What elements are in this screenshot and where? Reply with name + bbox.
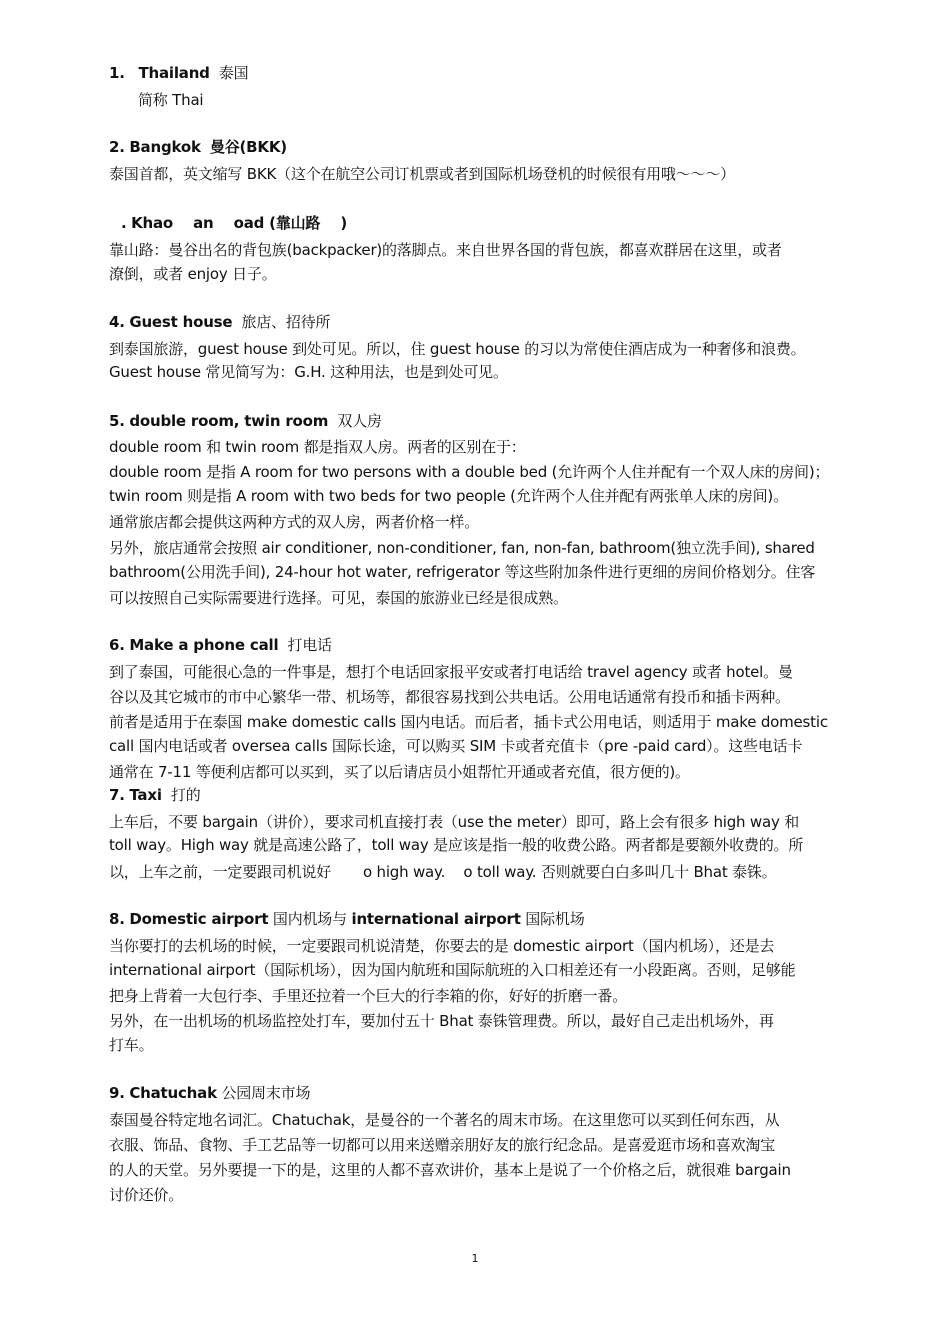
heading-number: 6. <box>109 636 125 654</box>
paragraph-line: 的人的天堂。另外要提一下的是，这里的人都不喜欢讲价，基本上是说了一个价格之后，就很难 bargain <box>109 1161 791 1179</box>
paragraph-line: 通常旅店都会提供这两种方式的双人房，两者价格一样。 <box>109 513 480 531</box>
paragraph-line: 到了泰国，可能很心急的一件事是，想打个电话回家报平安或者打电话给 travel agency 或者 hotel。曼 <box>109 663 793 681</box>
heading-chinese: 旅店、招待所 <box>241 313 331 331</box>
heading-number: 4. <box>109 313 125 331</box>
heading-chinese-mid: 国内机场与 <box>272 910 347 928</box>
heading-number: 1. <box>109 64 125 82</box>
paragraph-line: 潦倒，或者 enjoy 日子。 <box>109 265 277 283</box>
heading-number: 2. <box>109 138 125 156</box>
heading-english: Taxi <box>129 786 162 804</box>
paragraph-line: 上车后，不要 bargain（讲价），要求司机直接打表（use the meter）即可，路上会有很多 high way 和 <box>109 813 800 831</box>
paragraph-line: twin room 则是指 A room with two beds for two people (允许两个人住并配有两张单人床的房间)。 <box>109 487 788 505</box>
paragraph-line: 谷以及其它城市的市中心繁华一带、机场等，都很容易找到公共电话。公用电话通常有投币和插卡两种。 <box>109 688 790 706</box>
heading-english: double room, twin room <box>129 412 329 430</box>
paragraph-line: 泰国首都，英文缩写 BKK（这个在航空公司订机票或者到国际机场登机的时候很有用哦～～～） <box>109 165 735 183</box>
paragraph-line: 另外，旅店通常会按照 air conditioner, non-conditioner, fan, non-fan, bathroom(独立洗手间), shared <box>109 539 815 557</box>
paragraph-line: 打车。 <box>109 1036 154 1054</box>
heading-number: 8. <box>109 910 125 928</box>
section-heading-1 <box>109 63 864 83</box>
paragraph-line: 可以按照自己实际需要进行选择。可见，泰国的旅游业已经是很成熟。 <box>109 589 568 607</box>
paragraph-line: 靠山路：曼谷出名的背包族(backpacker)的落脚点。来自世界各国的背包族，都喜欢群居在这里，或者 <box>109 241 782 259</box>
heading-english: Chatuchak <box>129 1084 217 1102</box>
paragraph-line: 另外，在一出机场的机场监控处打车，要加付五十 Bhat 泰铢管理费。所以，最好自己走出机场外，再 <box>109 1012 774 1030</box>
paragraph-line: Guest house 常见简写为：G.H. 这种用法，也是到处可见。 <box>109 363 508 381</box>
paragraph-line: toll way。High way 就是高速公路了，toll way 是应该是指一般的收费公路。两者都是要额外收费的。所 <box>109 836 804 854</box>
paragraph-line: bathroom(公用洗手间), 24-hour hot water, refrigerator 等这些附加条件进行更细的房间价格划分。住客 <box>109 563 816 581</box>
paragraph-line: 简称 Thai <box>138 91 204 109</box>
paragraph-line: international airport（国际机场），因为国内航班和国际航班的入口相差还有一小段距离。否则，足够能 <box>109 961 796 979</box>
section-heading-3 <box>121 213 864 233</box>
paragraph-line: double room 是指 A room for two persons with a double bed (允许两个人住并配有一个双人床的房间)； <box>109 463 830 481</box>
heading-number: 5. <box>109 412 125 430</box>
heading-chinese: 公园周末市场 <box>221 1084 311 1102</box>
heading-chinese: 靠山路 ) <box>275 214 347 232</box>
section-heading-6 <box>109 635 864 655</box>
section-heading-7 <box>109 785 864 805</box>
heading-english: Bangkok <box>129 138 201 156</box>
paragraph-line: 衣服、饰品、食物、手工艺品等一切都可以用来送赠亲朋好友的旅行纪念品。是喜爱逛市场和喜欢淘宝 <box>109 1136 776 1154</box>
heading-number: 7. <box>109 786 125 804</box>
heading-english: Thailand <box>138 64 210 82</box>
section-heading-4 <box>109 312 864 332</box>
paragraph-line: 以，上车之前，一定要跟司机说好 o high way. o toll way. 否则就要白白多叫几十 Bhat 泰铢。 <box>109 863 777 881</box>
heading-english: Make a phone call <box>129 636 279 654</box>
paragraph-line: 当你要打的去机场的时候，一定要跟司机说清楚，你要去的是 domestic airport（国内机场），还是去 <box>109 937 775 955</box>
heading-english: Domestic airport <box>129 910 269 928</box>
paragraph-line: call 国内电话或者 oversea calls 国际长途，可以购买 SIM 卡或者充值卡（pre -paid card）。这些电话卡 <box>109 737 803 755</box>
heading-chinese: 泰国 <box>218 64 249 82</box>
paragraph-line: 通常在 7-11 等便利店都可以买到，买了以后请店员小姐帮忙开通或者充值，很方便的)。 <box>109 763 690 781</box>
heading-english: Khao an oad ( <box>131 214 276 232</box>
heading-chinese: 国际机场 <box>525 910 585 928</box>
paragraph-line: double room 和 twin room 都是指双人房。两者的区别在于： <box>109 438 526 456</box>
paragraph-line: 到泰国旅游，guest house 到处可见。所以，住 guest house 的习以为常使住酒店成为一种奢侈和浪费。 <box>109 340 806 358</box>
heading-number: . <box>121 214 127 232</box>
heading-chinese: 打电话 <box>287 636 332 654</box>
section-heading-8 <box>109 909 864 929</box>
heading-chinese: 打的 <box>170 786 201 804</box>
heading-english: Guest house <box>129 313 233 331</box>
heading-number: 9. <box>109 1084 125 1102</box>
section-heading-2 <box>109 137 864 157</box>
paragraph-line: 泰国曼谷特定地名词汇。Chatuchak，是曼谷的一个著名的周末市场。在这里您可以买到任何东西，从 <box>109 1111 780 1129</box>
page-number: 1 <box>471 1252 479 1265</box>
paragraph-line: 前者是适用于在泰国 make domestic calls 国内电话。而后者，插卡式公用电话，则适用于 make domestic <box>109 713 828 731</box>
heading-chinese: 曼谷(BKK) <box>209 138 287 156</box>
section-heading-9 <box>109 1083 864 1103</box>
heading-english-2: international airport <box>351 910 521 928</box>
paragraph-line: 讨价还价。 <box>109 1186 184 1204</box>
paragraph-line: 把身上背着一大包行李、手里还拉着一个巨大的行李箱的你，好好的折磨一番。 <box>109 987 628 1005</box>
heading-chinese: 双人房 <box>337 412 382 430</box>
section-heading-5 <box>109 411 864 431</box>
